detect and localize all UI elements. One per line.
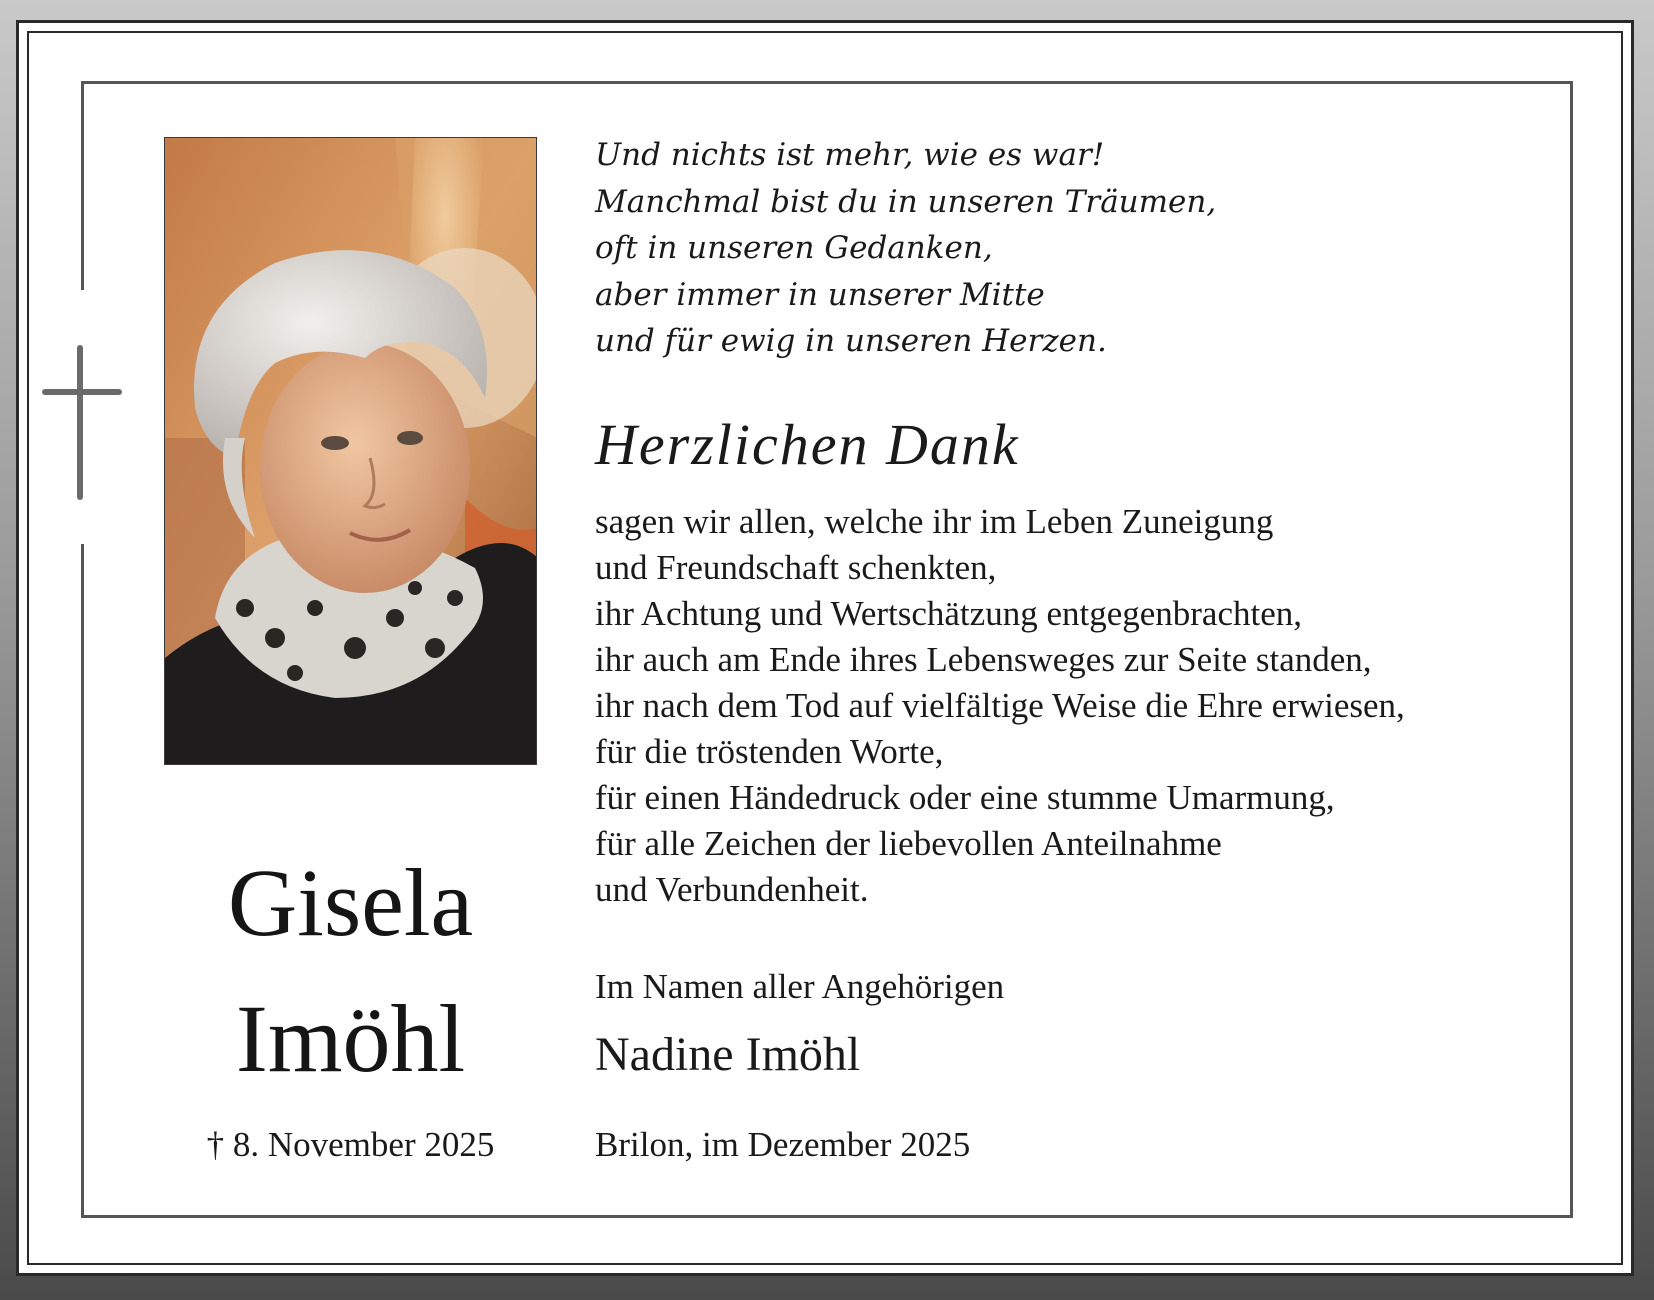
death-date: † 8. November 2025 xyxy=(206,1125,495,1164)
thanks-line: ihr auch am Ende ihres Lebensweges zur Seite standen, xyxy=(595,640,1372,679)
family-line: Im Namen aller Angehörigen xyxy=(595,967,1005,1006)
portrait-illustration xyxy=(165,138,537,765)
cross-horizontal-bar xyxy=(42,389,122,395)
poem-line: aber immer in unserer Mitte xyxy=(595,276,1045,313)
signer-name: Nadine Imöhl xyxy=(595,1028,861,1081)
deceased-first-name: Gisela xyxy=(227,849,474,956)
thanks-heading: Herzlichen Dank xyxy=(595,412,1020,477)
deceased-last-name: Imöhl xyxy=(235,985,466,1092)
cross-icon xyxy=(42,345,122,500)
thanks-line: für alle Zeichen der liebevollen Anteilnahme xyxy=(595,824,1222,863)
thanks-line: und Freundschaft schenkten, xyxy=(595,548,997,587)
portrait-photo xyxy=(164,137,537,765)
thanks-line: ihr Achtung und Wertschätzung entgegenbrachten, xyxy=(595,594,1303,633)
place-date: Brilon, im Dezember 2025 xyxy=(595,1125,971,1164)
poem-line: Manchmal bist du in unseren Träumen, xyxy=(595,183,1217,220)
poem-line: oft in unseren Gedanken, xyxy=(595,230,993,266)
thanks-text xyxy=(595,499,1575,913)
cross-vertical-bar xyxy=(77,345,83,500)
thanks-line: ihr nach dem Tod auf vielfältige Weise die Ehre erwiesen, xyxy=(595,686,1405,725)
poem xyxy=(595,132,1575,365)
thanks-line: für einen Händedruck oder eine stumme Umarmung, xyxy=(595,778,1335,817)
thanks-line: für die tröstenden Worte, xyxy=(595,732,944,771)
thanks-line: sagen wir allen, welche ihr im Leben Zuneigung xyxy=(595,502,1274,541)
poem-line: Und nichts ist mehr, wie es war! xyxy=(595,137,1105,173)
poem-line: und für ewig in unseren Herzen. xyxy=(595,323,1107,359)
thanks-line: und Verbundenheit. xyxy=(595,870,869,909)
